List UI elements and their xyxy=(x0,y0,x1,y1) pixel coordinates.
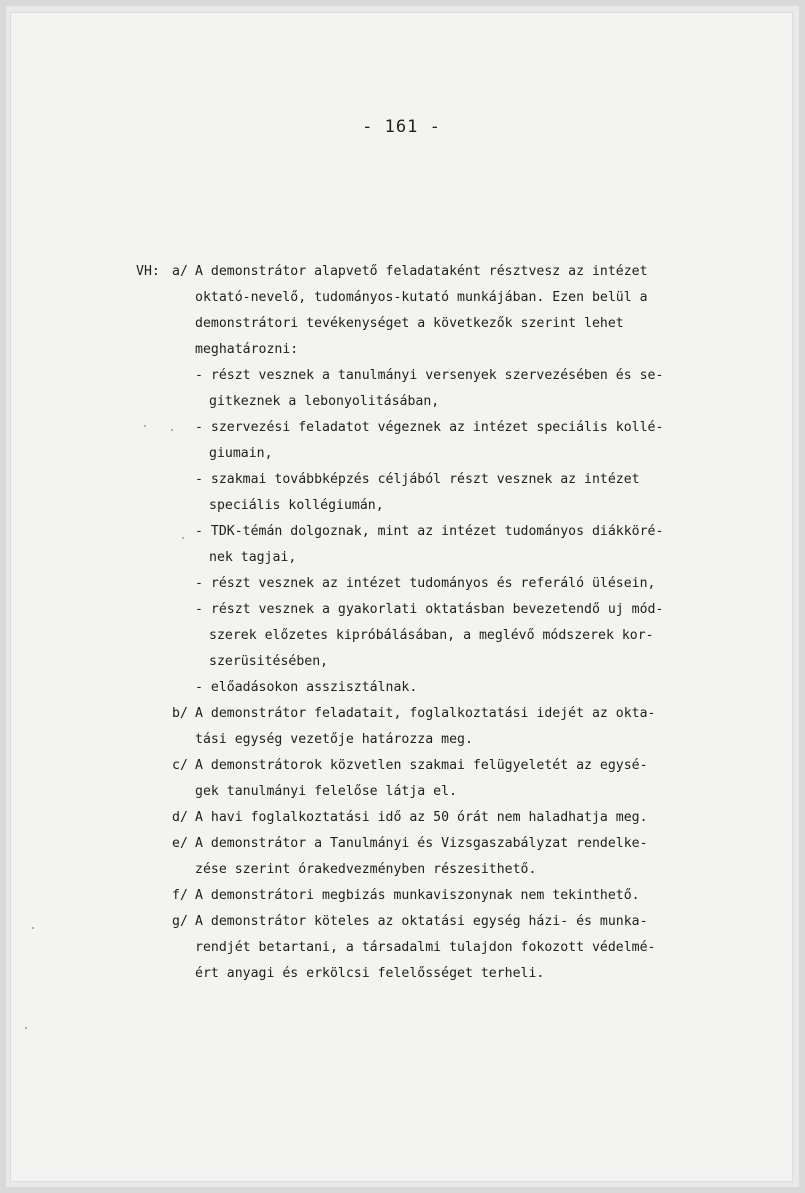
item-g-line: A demonstrátor köteles az oktatási egység házi- és munka- xyxy=(195,914,648,929)
item-a-bullet-cont: szerek előzetes kipróbálásában, a meglévő módszerek kor- xyxy=(209,628,654,643)
item-d-line: A havi foglalkoztatási idő az 50 órát nem haladhatja meg. xyxy=(195,810,648,825)
item-a-bullet: - szakmai továbbképzés céljából részt vesznek az intézet xyxy=(195,472,640,487)
scan-speck xyxy=(144,425,146,427)
item-f-line: A demonstrátori megbizás munkaviszonynak nem tekinthető. xyxy=(195,888,640,903)
item-c-line: A demonstrátorok közvetlen szakmai felügyeletét az egysé- xyxy=(195,758,648,773)
item-a-marker: a/ xyxy=(172,264,188,279)
item-g-line: rendjét betartani, a társadalmi tulajdon fokozott védelmé- xyxy=(195,940,656,955)
item-a-bullet-cont: nek tagjai, xyxy=(209,550,297,565)
item-c-marker: c/ xyxy=(172,758,188,773)
document-page xyxy=(10,12,793,1182)
page-number: - 161 - xyxy=(362,117,441,137)
scan-speck xyxy=(182,537,184,539)
item-g-line: ért anyagi és erkölcsi felelősséget terheli. xyxy=(195,966,545,981)
item-a-line: demonstrátori tevékenységet a következők szerint lehet xyxy=(195,316,624,331)
item-e-line: zése szerint órakedvezményben részesithető. xyxy=(195,862,537,877)
item-a-line: oktató-nevelő, tudományos-kutató munkájában. Ezen belül a xyxy=(195,290,648,305)
scan-speck xyxy=(25,1027,27,1029)
item-a-bullet-cont: speciális kollégiumán, xyxy=(209,498,384,513)
item-a-bullet-cont: gitkeznek a lebonyolitásában, xyxy=(209,394,440,409)
scan-speck xyxy=(32,927,34,929)
scan-speck xyxy=(171,429,173,431)
item-a-bullet: - részt vesznek a gyakorlati oktatásban bevezetendő uj mód- xyxy=(195,602,664,617)
item-a-line: meghatározni: xyxy=(195,342,299,357)
item-b-marker: b/ xyxy=(172,706,188,721)
item-a-line: A demonstrátor alapvető feladataként résztvesz az intézet xyxy=(195,264,648,279)
item-a-bullet: - szervezési feladatot végeznek az intézet speciális kollé- xyxy=(195,420,664,435)
item-e-marker: e/ xyxy=(172,836,188,851)
item-a-bullet-cont: szerüsitésében, xyxy=(209,654,329,669)
item-a-bullet: - TDK-témán dolgoznak, mint az intézet tudományos diákköré- xyxy=(195,524,664,539)
item-b-line: tási egység vezetője határozza meg. xyxy=(195,732,473,747)
item-a-bullet: - előadásokon asszisztálnak. xyxy=(195,680,418,695)
item-e-line: A demonstrátor a Tanulmányi és Vizsgaszabályzat rendelke- xyxy=(195,836,648,851)
item-a-bullet-cont: giumain, xyxy=(209,446,273,461)
item-d-marker: d/ xyxy=(172,810,188,825)
item-g-marker: g/ xyxy=(172,914,188,929)
section-label: VH: xyxy=(136,264,160,279)
item-b-line: A demonstrátor feladatait, foglalkoztatási idejét az okta- xyxy=(195,706,656,721)
item-a-bullet: - részt vesznek az intézet tudományos és referáló ülésein, xyxy=(195,576,656,591)
item-f-marker: f/ xyxy=(172,888,188,903)
item-c-line: gek tanulmányi felelőse látja el. xyxy=(195,784,458,799)
item-a-bullet: - részt vesznek a tanulmányi versenyek szervezésében és se- xyxy=(195,368,664,383)
